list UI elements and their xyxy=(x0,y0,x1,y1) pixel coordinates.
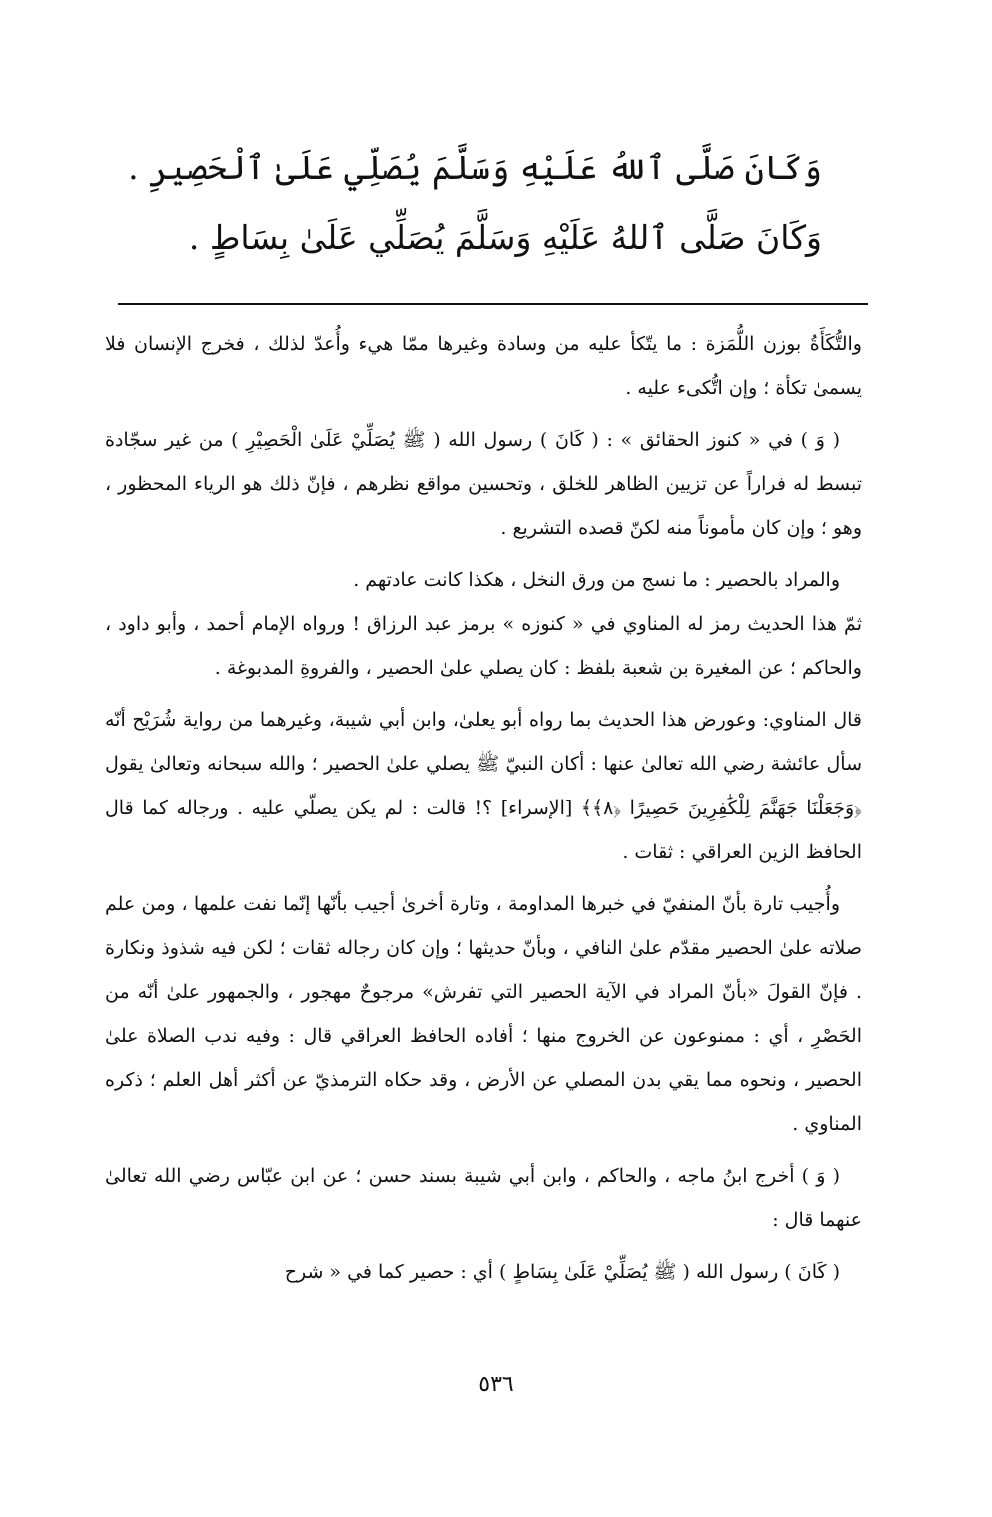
commentary-paragraph-3: والمراد بالحصير : ما نسج من ورق النخل ، هكذا كانت عادتهم . xyxy=(353,569,840,591)
commentary-paragraph-2: ( وَ ) في « كنوز الحقائق » : ( كَانَ ) رسول الله ( ﷺ يُصَلِّيْ عَلَىٰ الْحَصِيْرِ ) من غير سجّادة تبسط له فراراً عن تزيين الظاهر للخلق ، وتحسين مواقع نظرهم ، فإنّ ذلك هو الرياء المحظور ، وهو ؛ وإن كان مأموناً منه لكنّ قصده التشريع . xyxy=(105,429,862,539)
page-number: ٥٣٦ xyxy=(478,1372,514,1397)
commentary-paragraph-5: قال المناوي: وعورض هذا الحديث بما رواه أبو يعلىٰ، وابن أبي شيبة، وغيرهما من رواية شُرَيْح أنّه سأل عائشة رضي الله تعالىٰ عنها : أكان النبيّ ﷺ يصلي علىٰ الحصير ؛ والله سبحانه وتعالىٰ يقول ﴿وَجَعَلْنَا جَهَنَّمَ لِلْكَٰفِرِينَ حَصِيرًا ﴿٨﴾﴾ [الإسراء] ؟! قالت : لم يكن يصلّي عليه . ورجاله كما قال الحافظ الزين العراقي : ثقات . xyxy=(105,709,862,863)
commentary-paragraph-4: ثمّ هذا الحديث رمز له المناوي في « كنوزه » برمز عبد الرزاق ! ورواه الإمام أحمد ، وأبو داود ، والحاكم ؛ عن المغيرة بن شعبة بلفظ : كان يصلي علىٰ الحصير ، والفروةِ المدبوغة . xyxy=(105,613,862,679)
commentary-paragraph-1: والتُّكَأَةُ بوزن اللُّمَزة : ما يتّكأ عليه من وسادة وغيرها ممّا هيء وأُعدّ لذلك ، فخرج الإنسان فلا يسمىٰ تكأة ؛ وإن اتُّكىء عليه . xyxy=(105,333,862,399)
footnote-divider xyxy=(118,303,868,305)
commentary-paragraph-6: وأُجيب تارة بأنّ المنفيّ في خبرها المداومة ، وتارة أخرىٰ أجيب بأنّها إنّما نفت علمها ، ومن علم صلاته علىٰ الحصير مقدّم علىٰ النافي ، وبأنّ حديثها ؛ وإن كان رجاله ثقات ؛ لكن فيه شذوذ ونكارة . فإنّ القولَ «بأنّ المراد في الآية الحصير التي تفرش» مرجوحٌ مهجور ، والجمهور علىٰ أنّه من الحَصْرِ ، أي : ممنوعون عن الخروج منها ؛ أفاده الحافظ العراقي قال : وفيه ندب الصلاة علىٰ الحصير ، ونحوه مما يقي بدن المصلي عن الأرض ، وقد حكاه الترمذيّ عن أكثر أهل العلم ؛ ذكره المناوي . xyxy=(105,893,862,1135)
hadith-text-line-1: وَكَانَ صَلَّى ٱللهُ عَلَيْهِ وَسَلَّمَ يُصَلِّي عَلَىٰ ٱلْحَصِيرِ . xyxy=(128,148,822,187)
hadith-text-line-2: وَكَانَ صَلَّى ٱللهُ عَلَيْهِ وَسَلَّمَ يُصَلِّي عَلَىٰ بِسَاطٍ . xyxy=(188,218,822,257)
commentary-section xyxy=(105,322,862,1294)
commentary-paragraph-8: ( كَانَ ) رسول الله ( ﷺ يُصَلِّيْ عَلَىٰ بِسَاطٍ ) أي : حصير كما في « شرح xyxy=(284,1261,840,1283)
commentary-paragraph-7: ( وَ ) أخرج ابنُ ماجه ، والحاكم ، وابن أبي شيبة بسند حسن ؛ عن ابن عبّاس رضي الله تعالىٰ عنهما قال : xyxy=(105,1165,862,1231)
